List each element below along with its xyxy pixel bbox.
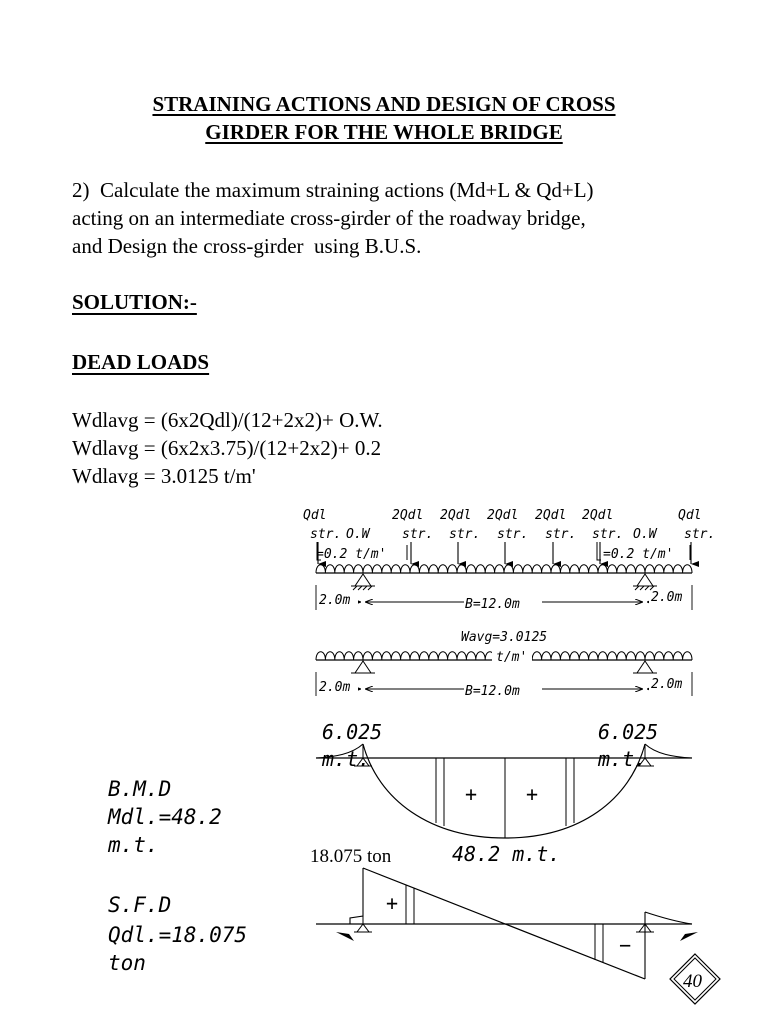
load-label-str-left: str.	[310, 527, 342, 542]
load-label-2qdl-4: 2Qdl	[535, 508, 567, 523]
load-label-2qdl-5: 2Qdl	[582, 508, 614, 523]
load-label-2qdl-2: 2Qdl	[440, 508, 472, 523]
dim-cantilever-right-1: 2.0m	[651, 590, 683, 605]
dead-loads-heading: DEAD LOADS	[72, 350, 210, 374]
load-label-str-5: str.	[592, 527, 624, 542]
sfd-left-value: 18.075 ton	[310, 846, 392, 867]
dim-cantilever-left-1: 2.0m	[319, 593, 351, 608]
sfd-label-unit: ton	[108, 951, 146, 975]
question-line3: and Design the cross-girder using B.U.S.	[72, 234, 422, 258]
load-label-ow-value-right: =0.2 t/m'	[603, 547, 674, 562]
dim-span-1: B=12.0m	[465, 597, 520, 612]
load-label-str-right: str.	[684, 527, 716, 542]
dim-cantilever-right-2: 2.0m	[651, 677, 683, 692]
support-left-2	[351, 661, 375, 673]
equation-line2: Wdlavg = (6x2x3.75)/(12+2x2)+ 0.2	[72, 436, 382, 460]
bmd-label-moment: Mdl.=48.2	[108, 805, 222, 829]
bmd-plus-left: +	[465, 782, 478, 806]
page-number-badge	[670, 954, 720, 1004]
bmd-left-unit: m.t.	[322, 747, 371, 771]
equation-line1: Wdlavg = (6x2Qdl)/(12+2x2)+ O.W.	[72, 408, 383, 432]
support-left	[351, 574, 375, 590]
page-number: 40	[683, 971, 702, 992]
load-label-ow-value-left: =0.2 t/m'	[316, 547, 387, 562]
question-line2: acting on an intermediate cross-girder of the roadway bridge,	[72, 206, 586, 230]
dim-cantilever-left-2: 2.0m	[319, 680, 351, 695]
load-label-qdl-left: Qdl	[303, 508, 327, 523]
question-line1: 2) Calculate the maximum straining actions (Md+L & Qd+L)	[72, 178, 594, 202]
load-label-str-3: str.	[497, 527, 529, 542]
load-label-str-4: str.	[545, 527, 577, 542]
bending-moment-diagram	[316, 720, 692, 866]
load-label-ow-right: O.W	[633, 527, 657, 542]
dim-span-2: B=12.0m	[465, 684, 520, 699]
load-label-str-2: str.	[449, 527, 481, 542]
page-title-line1: STRAINING ACTIONS AND DESIGN OF CROSS	[152, 92, 616, 116]
bmd-label-title: B.M.D	[108, 777, 172, 801]
bmd-right-unit: m.t.	[598, 747, 647, 771]
solution-heading: SOLUTION:-	[72, 290, 197, 314]
bmd-right-value: 6.025	[598, 720, 659, 744]
sfd-minus: −	[619, 933, 632, 957]
bmd-mid-value: 48.2 m.t.	[452, 842, 561, 866]
page-title-line2: GIRDER FOR THE WHOLE BRIDGE	[205, 120, 563, 144]
load-label-qdl-right: Qdl	[678, 508, 702, 523]
load-label-ow-left: O.W	[346, 527, 370, 542]
support-right-2	[633, 661, 657, 673]
bmd-left-value: 6.025	[322, 720, 383, 744]
distributed-load-own-weight	[316, 565, 692, 573]
bmd-plus-right: +	[526, 782, 539, 806]
load-scallops	[316, 565, 692, 573]
bmd-label-unit: m.t.	[108, 833, 159, 857]
equation-line3: Wdlavg = 3.0125 t/m'	[72, 464, 256, 488]
load-label-str-1: str.	[402, 527, 434, 542]
sfd-label-title: S.F.D	[108, 893, 172, 917]
wavg-label-line1: Wavg=3.0125	[461, 630, 548, 645]
wavg-label-line2: t/m'	[496, 650, 528, 665]
load-label-2qdl-3: 2Qdl	[487, 508, 519, 523]
sfd-plus: +	[386, 891, 399, 915]
loading-diagram	[303, 508, 715, 612]
sfd-label-shear: Qdl.=18.075	[108, 923, 248, 947]
support-right	[633, 574, 657, 590]
average-load-diagram	[316, 630, 692, 699]
load-label-2qdl-1: 2Qdl	[392, 508, 424, 523]
